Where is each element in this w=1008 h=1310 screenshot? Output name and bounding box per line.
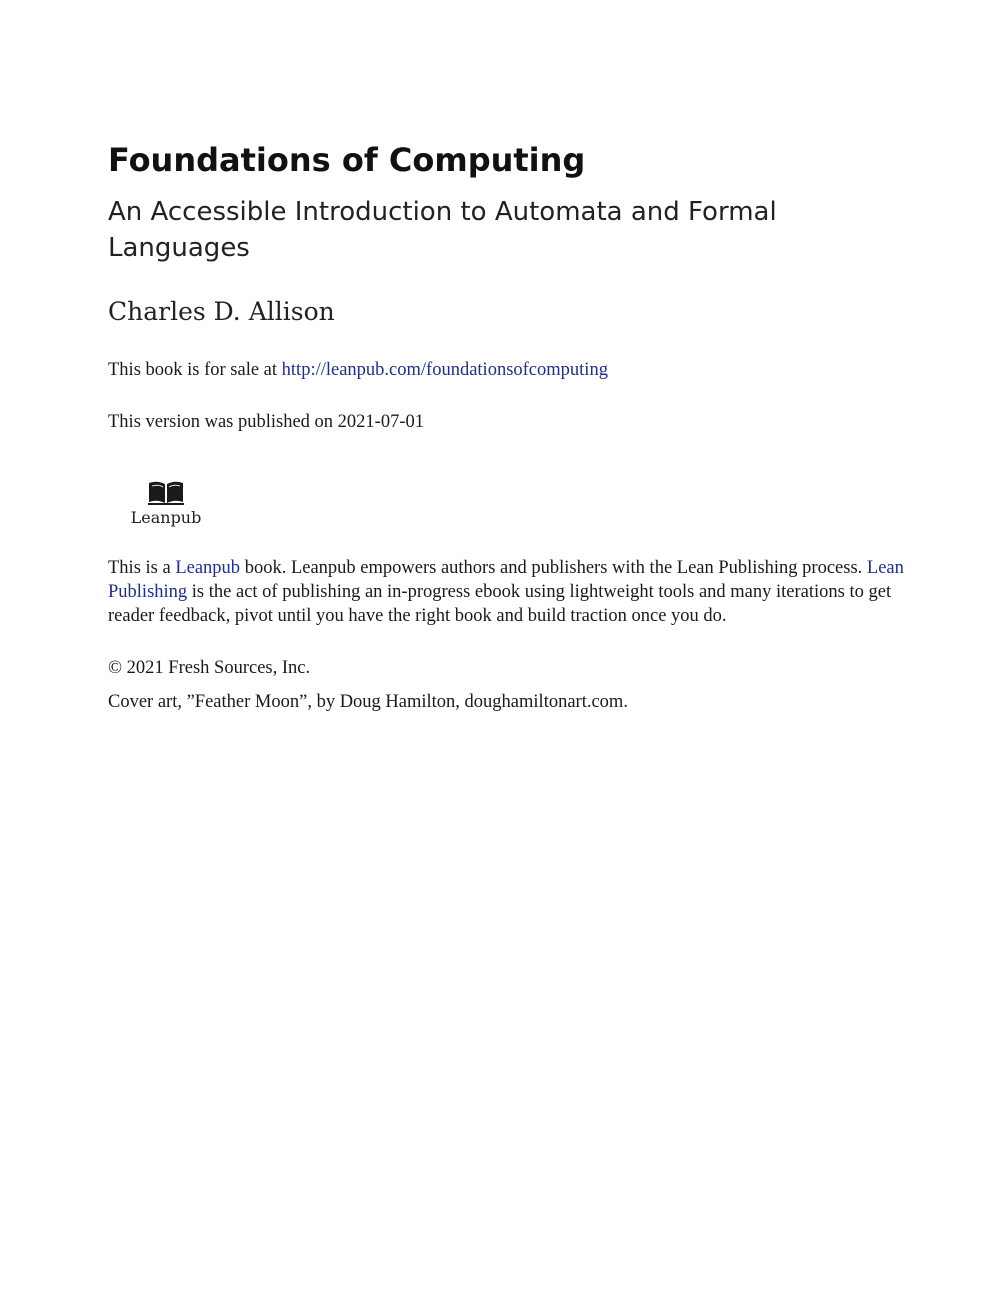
leanpub-link[interactable]: Leanpub [175,558,241,578]
cover-art-line: Cover art, ”Feather Moon”, by Doug Hamilton, doughamiltonart.com. [108,692,628,712]
logo-text: Leanpub [130,508,202,527]
book-title: Foundations of Computing [108,141,586,179]
sale-link[interactable]: http://leanpub.com/foundationsofcomputing [281,360,608,380]
sale-prefix: This book is for sale at [108,360,282,380]
about-paragraph [108,556,918,628]
open-book-icon [147,478,185,506]
about-part-3: is the act of publishing an in-progress ebook using lightweight tools and many iterations to get reader feedback, pivot until you have the right book and build traction once you do. [108,582,892,626]
page-content [108,138,918,714]
book-subtitle: An Accessible Introduction to Automata and Formal Languages [108,197,777,263]
about-part-2: book. Leanpub empowers authors and publishers with the Lean Publishing process. [240,558,867,578]
version-line: This version was published on 2021-07-01 [108,412,425,432]
sale-line [108,358,918,382]
about-part-1: This is a [108,558,176,578]
copyright-line: © 2021 Fresh Sources, Inc. [108,658,311,678]
leanpub-logo [128,478,204,528]
lean-publishing-link[interactable]: Lean Publishing [108,558,904,602]
book-author: Charles D. Allison [108,297,335,326]
